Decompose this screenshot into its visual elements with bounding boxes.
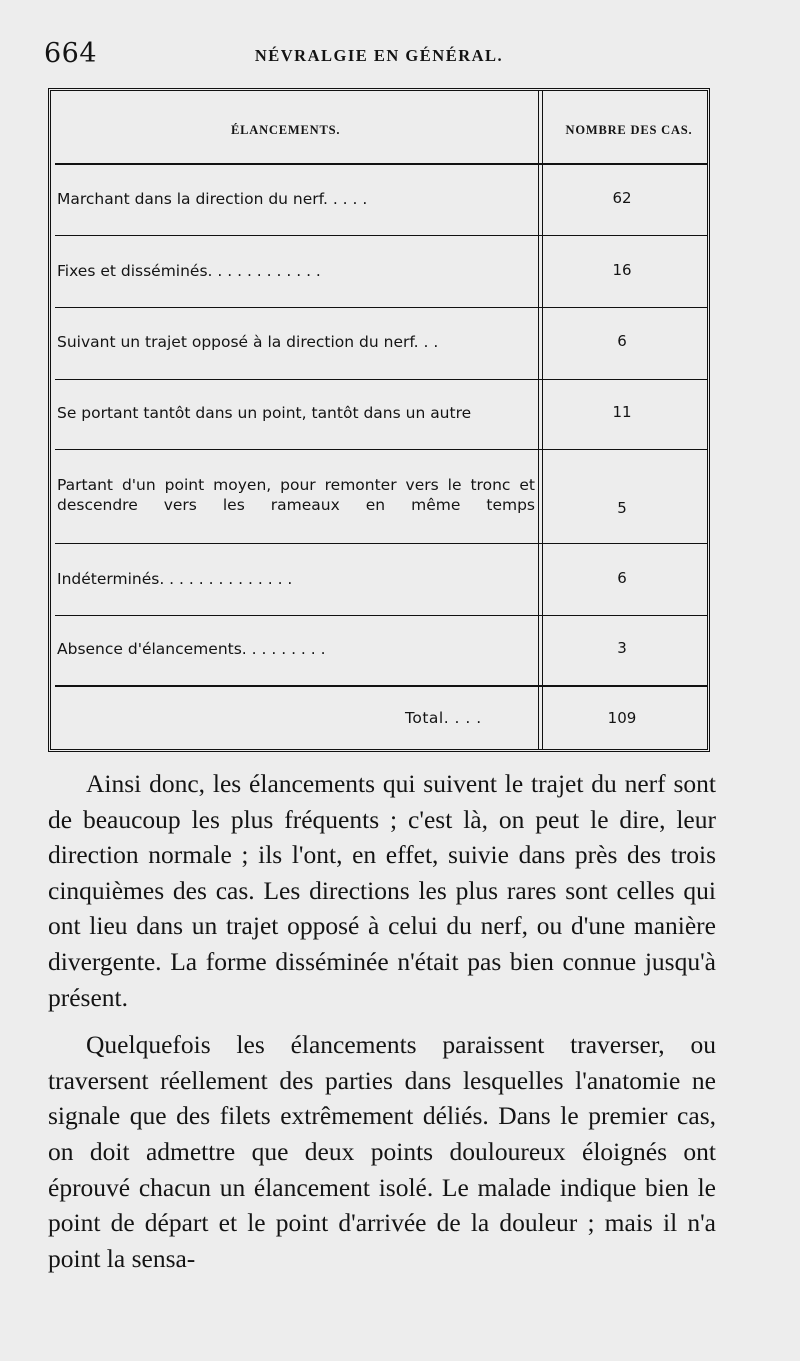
row-label: Absence d'élancements. . . . . . . . . [57, 640, 326, 658]
row-rule [55, 449, 707, 450]
body-text [48, 766, 716, 1276]
row-label: Marchant dans la direction du nerf. . . . . [57, 190, 368, 208]
column-header-count: NOMBRE DES CAS. [565, 123, 693, 137]
total-count: 109 [607, 709, 637, 727]
row-rule [55, 235, 707, 236]
row-rule [55, 543, 707, 544]
column-divider-inner [542, 91, 543, 749]
row-label: Indéterminés. . . . . . . . . . . . . . [57, 570, 293, 588]
column-divider [538, 91, 539, 749]
row-label: Se portant tantôt dans un point, tantôt dans un autre [57, 404, 472, 422]
row-count: 6 [617, 332, 627, 350]
row-count: 5 [617, 499, 627, 517]
row-count: 3 [617, 639, 627, 657]
row-label: Suivant un trajet opposé à la direction du nerf. . . [57, 333, 439, 351]
paragraph: Quelquefois les élancements paraissent traverser, ou traversent réellement des parties dans lesquelles l'anatomie ne signale que des filets extrêmement déliés. Dans le premier cas, on doit admettre que deux points douloureux éloignés ont éprouvé chacun un élancement isolé. Le malade indique bien le point de départ et le point d'arrivée de la douleur ; mais il n'a point la sensa- [48, 1030, 716, 1273]
row-count: 11 [612, 403, 632, 421]
page-number: 664 [44, 38, 98, 69]
page-header [44, 38, 714, 82]
column-header-elancements: ÉLANCEMENTS. [231, 123, 341, 137]
row-count: 16 [612, 261, 632, 279]
total-rule [55, 685, 707, 687]
statistics-table [48, 88, 710, 752]
total-label: Total. . . . [405, 709, 482, 727]
row-rule [55, 379, 707, 380]
row-rule [55, 307, 707, 308]
row-count: 6 [617, 569, 627, 587]
header-rule [55, 163, 707, 165]
running-title: NÉVRALGIE EN GÉNÉRAL. [254, 46, 504, 65]
row-label: Fixes et disséminés. . . . . . . . . . . . [57, 262, 321, 280]
row-rule [55, 615, 707, 616]
paragraph: Ainsi donc, les élancements qui suivent le trajet du nerf sont de beaucoup les plus fréquents ; c'est là, on peut le dire, leur direction normale ; ils l'ont, en effet, suivie dans près des trois cinquièmes des cas. Les directions les plus rares sont celles qui ont lieu dans un trajet opposé à celui du nerf, ou d'une manière divergente. La forme disséminée n'était pas bien connue jusqu'à présent. [48, 769, 716, 1012]
row-label: Partant d'un point moyen, pour remonter vers le tronc et descendre vers les rameaux en même temps [57, 476, 535, 514]
row-count: 62 [612, 189, 632, 207]
